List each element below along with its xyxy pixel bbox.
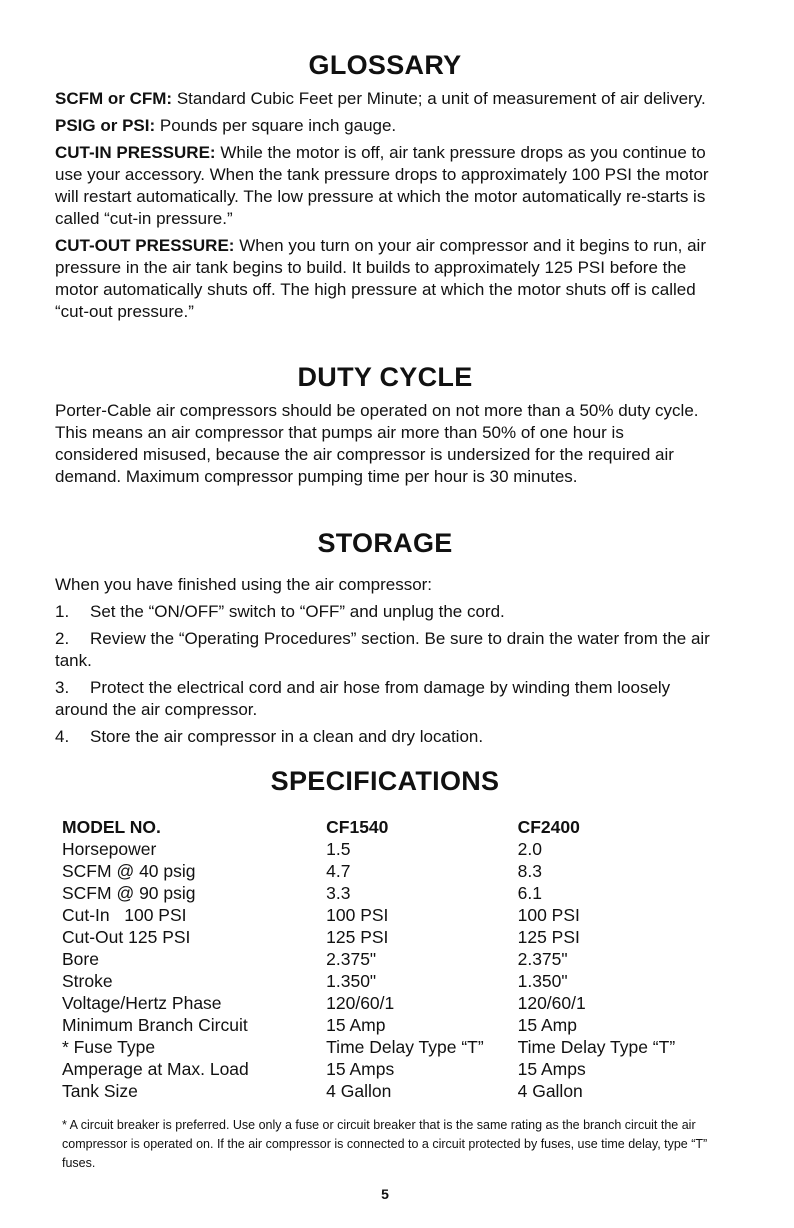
glossary-term: CUT-OUT PRESSURE: xyxy=(55,236,235,255)
spec-value: 120/60/1 xyxy=(517,993,586,1013)
table-row xyxy=(62,882,715,904)
page-number: 5 xyxy=(381,1186,389,1202)
header-cell: CF1540 xyxy=(326,817,389,837)
storage-heading: STORAGE xyxy=(317,528,453,558)
header-cell: MODEL NO. xyxy=(62,817,161,837)
step-text: Store the air compressor in a clean and dry location. xyxy=(90,727,484,746)
step-number: 3. xyxy=(55,678,70,697)
table-row xyxy=(62,860,715,882)
storage-step xyxy=(55,726,715,748)
spec-value: 125 PSI xyxy=(326,927,389,947)
spec-label: Cut-In 100 PSI xyxy=(62,905,187,925)
spec-value: 2.375" xyxy=(517,949,568,969)
spec-label: Bore xyxy=(62,949,99,969)
table-row xyxy=(62,1036,715,1058)
storage-step xyxy=(55,677,715,721)
duty-cycle-section xyxy=(55,400,710,488)
spec-label: SCFM @ 40 psig xyxy=(62,861,196,881)
spec-value: 4 Gallon xyxy=(326,1081,392,1101)
step-number: 4. xyxy=(55,727,70,746)
spec-value: 125 PSI xyxy=(517,927,580,947)
spec-value: 4 Gallon xyxy=(517,1081,583,1101)
spec-value: 100 PSI xyxy=(326,905,389,925)
spec-label: Horsepower xyxy=(62,839,157,859)
table-row xyxy=(62,904,715,926)
step-text: Protect the electrical cord and air hose from damage by winding them loosely around the air compressor. xyxy=(55,678,671,719)
spec-value: Time Delay Type “T” xyxy=(517,1037,676,1057)
table-row xyxy=(62,1014,715,1036)
step-text: Review the “Operating Procedures” section. Be sure to drain the water from the air tank. xyxy=(55,629,710,670)
storage-step xyxy=(55,628,715,672)
spec-value: 1.5 xyxy=(326,839,351,859)
spec-value: 4.7 xyxy=(326,861,351,881)
storage-step xyxy=(55,601,715,623)
storage-section xyxy=(55,574,715,753)
spec-label: Stroke xyxy=(62,971,113,991)
spec-value: 6.1 xyxy=(517,883,542,903)
spec-label: Tank Size xyxy=(62,1081,138,1101)
spec-label: Voltage/Hertz Phase xyxy=(62,993,222,1013)
spec-label: Amperage at Max. Load xyxy=(62,1059,249,1079)
spec-value: Time Delay Type “T” xyxy=(326,1037,484,1057)
table-row xyxy=(62,1058,715,1080)
glossary-entry xyxy=(55,88,710,110)
storage-intro: When you have finished using the air compressor: xyxy=(55,575,433,594)
glossary-entry xyxy=(55,235,710,323)
step-text: Set the “ON/OFF” switch to “OFF” and unplug the cord. xyxy=(90,602,505,621)
spec-value: 8.3 xyxy=(517,861,542,881)
glossary-definition: Standard Cubic Feet per Minute; a unit of measurement of air delivery. xyxy=(176,89,706,108)
glossary-heading: GLOSSARY xyxy=(308,50,462,80)
header-cell: CF2400 xyxy=(517,817,580,837)
glossary-section xyxy=(55,88,710,328)
duty-cycle-text: Porter-Cable air compressors should be operated on not more than a 50% duty cycle. This means an air compressor that pumps air more than 50% of one hour is considered misused, because the air compressor is undersized for the required air demand. Maximum compressor pumping time per hour is 30 minutes. xyxy=(55,401,699,486)
table-row xyxy=(62,992,715,1014)
spec-value: 15 Amp xyxy=(326,1015,386,1035)
duty-cycle-heading: DUTY CYCLE xyxy=(297,362,473,392)
spec-label: Cut-Out 125 PSI xyxy=(62,927,191,947)
spec-label: SCFM @ 90 psig xyxy=(62,883,196,903)
spec-value: 2.375" xyxy=(326,949,377,969)
step-number: 2. xyxy=(55,629,70,648)
table-row xyxy=(62,838,715,860)
glossary-definition: Pounds per square inch gauge. xyxy=(159,116,397,135)
spec-value: 15 Amps xyxy=(517,1059,586,1079)
spec-label: * Fuse Type xyxy=(62,1037,156,1057)
spec-value: 120/60/1 xyxy=(326,993,395,1013)
spec-value: 100 PSI xyxy=(517,905,580,925)
glossary-term: CUT-IN PRESSURE: xyxy=(55,143,216,162)
table-row xyxy=(62,1080,715,1102)
spec-value: 15 Amp xyxy=(517,1015,577,1035)
specifications-table-wrap xyxy=(62,816,715,1102)
spec-value: 1.350" xyxy=(326,971,377,991)
glossary-term: PSIG or PSI: xyxy=(55,116,156,135)
spec-label: Minimum Branch Circuit xyxy=(62,1015,248,1035)
glossary-definition: While the motor is off, air tank pressure drops as you continue to use your accessory. When the tank pressure drops to approximately 100 PSI the motor will restart automatically. The low pressure at which the motor automatically re-starts is called “cut-in pressure.” xyxy=(55,143,709,228)
glossary-entry xyxy=(55,115,710,137)
step-number: 1. xyxy=(55,602,70,621)
table-row xyxy=(62,926,715,948)
spec-value: 1.350" xyxy=(517,971,568,991)
table-header-row xyxy=(62,816,715,838)
specifications-table xyxy=(62,816,715,1102)
spec-value: 15 Amps xyxy=(326,1059,395,1079)
table-row xyxy=(62,970,715,992)
specifications-heading: SPECIFICATIONS xyxy=(270,766,500,796)
specifications-footnote: * A circuit breaker is preferred. Use only a fuse or circuit breaker that is the same rating as the branch circuit the air compressor is operated on. If the air compressor is connected to a circuit protected by fuses, use time delay, type “T” fuses. xyxy=(62,1118,708,1170)
glossary-definition: When you turn on your air compressor and it begins to run, air pressure in the air tank begins to build. It builds to approximately 125 PSI before the motor automatically shuts off. The high pressure at which the motor shuts off is called “cut-out pressure.” xyxy=(55,236,706,321)
table-row xyxy=(62,948,715,970)
glossary-entry xyxy=(55,142,710,230)
spec-value: 2.0 xyxy=(517,839,542,859)
spec-value: 3.3 xyxy=(326,883,351,903)
glossary-term: SCFM or CFM: xyxy=(55,89,173,108)
